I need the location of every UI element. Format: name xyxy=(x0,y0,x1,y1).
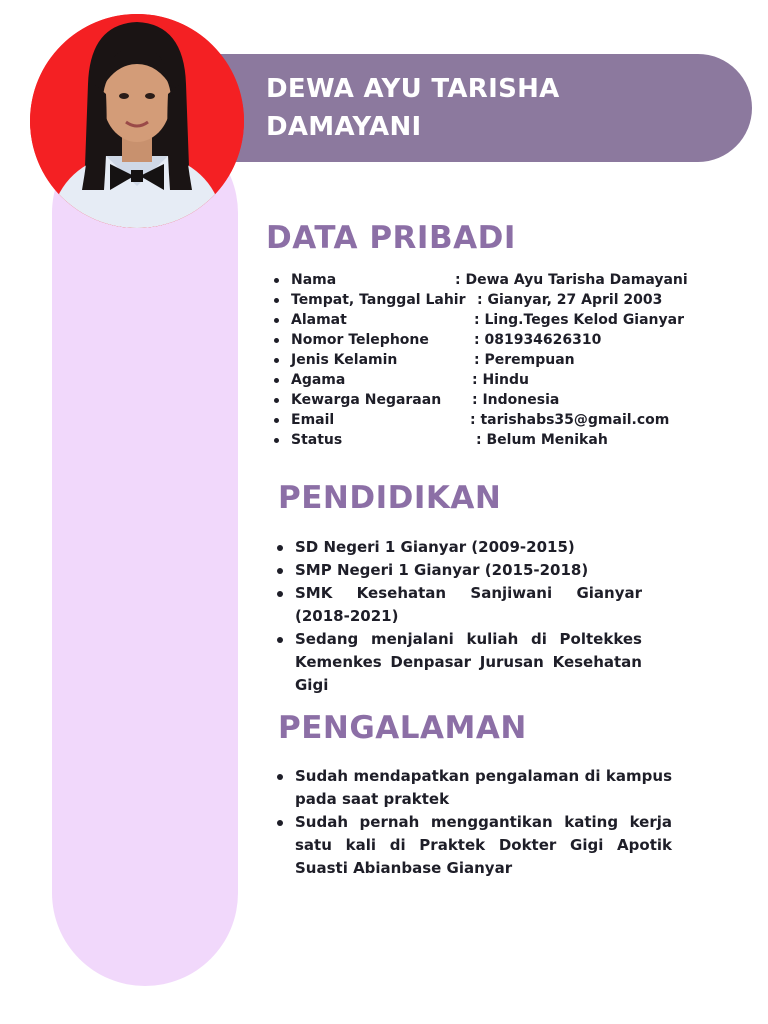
row-label: Jenis Kelamin xyxy=(291,352,398,368)
section-title-pengalaman: PENGALAMAN xyxy=(278,710,527,746)
personal-data-list xyxy=(272,270,712,450)
row-label: Kewarga Negaraan xyxy=(291,392,442,408)
list-item xyxy=(272,430,712,450)
name-line-1: DEWA AYU TARISHA xyxy=(266,74,560,104)
list-item xyxy=(272,330,712,350)
row-value: : 081934626310 xyxy=(474,332,602,348)
row-value: : Dewa Ayu Tarisha Damayani xyxy=(455,272,688,288)
list-item: SMP Negeri 1 Gianyar (2015-2018) xyxy=(274,559,642,582)
list-item xyxy=(272,370,712,390)
list-item: SMK Kesehatan Sanjiwani Gianyar (2018-2021) xyxy=(274,582,642,628)
row-label: Alamat xyxy=(291,312,347,328)
full-name xyxy=(266,70,686,146)
list-item xyxy=(272,290,712,310)
row-label: Nomor Telephone xyxy=(291,332,429,348)
row-label: Nama xyxy=(291,272,337,288)
list-item xyxy=(272,270,712,290)
list-item xyxy=(272,350,712,370)
row-value: : Perempuan xyxy=(474,352,575,368)
sidebar-background xyxy=(52,120,238,986)
row-label: Email xyxy=(291,412,335,428)
education-list xyxy=(274,536,642,697)
row-value: : Ling.Teges Kelod Gianyar xyxy=(474,312,684,328)
list-item: Sudah mendapatkan pengalaman di kampus pada saat praktek xyxy=(274,765,672,811)
name-line-2: DAMAYANI xyxy=(266,112,422,142)
row-value: : Belum Menikah xyxy=(476,432,608,448)
list-item xyxy=(272,410,712,430)
row-value: : Gianyar, 27 April 2003 xyxy=(477,292,663,308)
profile-photo xyxy=(30,14,244,228)
row-value: : tarishabs35@gmail.com xyxy=(470,412,670,428)
row-label: Agama xyxy=(291,372,346,388)
list-item: Sudah pernah menggantikan kating kerja satu kali di Praktek Dokter Gigi Apotik Suasti Abianbase Gianyar xyxy=(274,811,672,880)
row-value: : Hindu xyxy=(472,372,529,388)
section-title-pendidikan: PENDIDIKAN xyxy=(278,480,502,516)
list-item: Sedang menjalani kuliah di Poltekkes Kemenkes Denpasar Jurusan Kesehatan Gigi xyxy=(274,628,642,697)
list-item xyxy=(272,390,712,410)
list-item xyxy=(272,310,712,330)
list-item: SD Negeri 1 Gianyar (2009-2015) xyxy=(274,536,642,559)
experience-list xyxy=(274,765,672,880)
row-label: Status xyxy=(291,432,343,448)
row-label: Tempat, Tanggal Lahir xyxy=(291,292,466,308)
section-title-data-pribadi: DATA PRIBADI xyxy=(266,220,516,256)
row-value: : Indonesia xyxy=(472,392,560,408)
